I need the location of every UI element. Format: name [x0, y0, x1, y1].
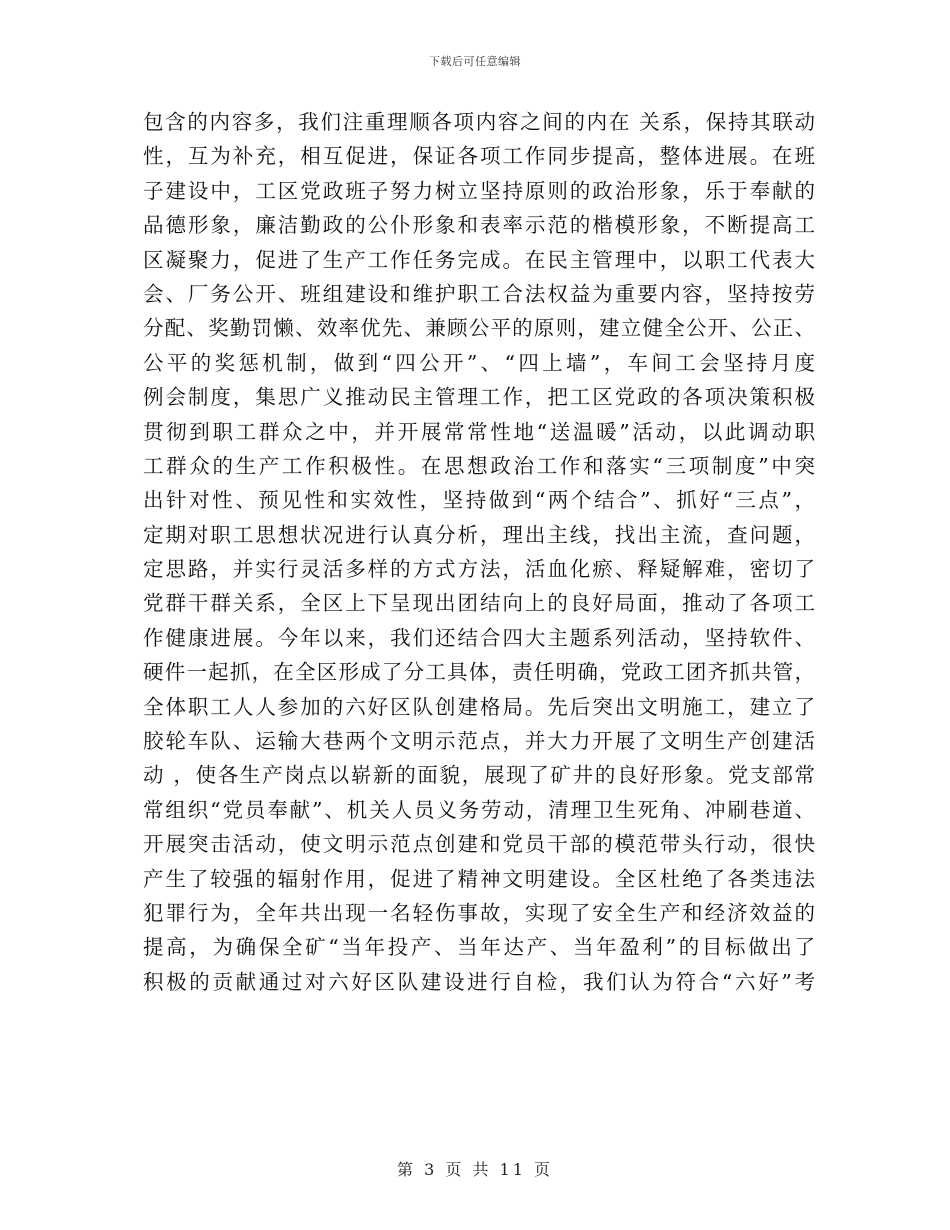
text-line-11: 工群众的生产工作积极性。在思想政治工作和落实“三项制度”中突	[143, 453, 815, 478]
text-line-13: 定期对职工思想状况进行认真分析，理出主线，找出主流，查问题，	[143, 522, 815, 547]
text-line-7: 分配、奖勤罚懒、效率优先、兼顾公平的原则，建立健全公开、公正、	[143, 316, 815, 341]
text-line-25: 提高，为确保全矿“当年投产、当年达产、当年盈利”的目标做出了	[143, 935, 815, 960]
text-line-20: 动 ，使各生产岗点以崭新的面貌，展现了矿井的良好形象。党支部常	[143, 763, 815, 788]
text-line-19: 胶轮车队、运输大巷两个文明示范点，并大力开展了文明生产创建活	[143, 729, 815, 754]
text-line-6: 会、厂务公开、班组建设和维护职工合法权益为重要内容，坚持按劳	[143, 281, 815, 306]
page-header: 下载后可任意编辑	[429, 55, 521, 68]
text-line-17: 硬件一起抓，在全区形成了分工具体，责任明确，党政工团齐抓共管，	[143, 660, 815, 685]
text-line-10: 贯彻到职工群众之中，并开展常常性地“送温暖”活动，以此调动职	[143, 419, 815, 444]
body-text	[143, 105, 815, 999]
text-line-21: 常组织“党员奉献”、机关人员义务劳动，清理卫生死角、冲刷巷道、	[143, 797, 815, 822]
text-line-22: 开展突击活动，使文明示范点创建和党员干部的模范带头行动，很快	[143, 832, 815, 857]
text-line-26: 积极的贡献通过对六好区队建设进行自检，我们认为符合“六好”考	[143, 969, 815, 994]
text-line-5: 区凝聚力，促进了生产工作任务完成。在民主管理中，以职工代表大	[143, 247, 815, 272]
text-line-16: 作健康进展。今年以来，我们还结合四大主题系列活动，坚持软件、	[143, 625, 815, 650]
text-line-12: 出针对性、预见性和实效性，坚持做到“两个结合”、抓好“三点”，	[143, 488, 815, 513]
text-line-23: 产生了较强的辐射作用，促进了精神文明建设。全区杜绝了各类违法	[143, 866, 815, 891]
text-line-18: 全体职工人人参加的六好区队创建格局。先后突出文明施工，建立了	[143, 694, 815, 719]
text-line-1: 包含的内容多，我们注重理顺各项内容之间的内在 关系，保持其联动	[143, 110, 815, 134]
text-line-3: 子建设中，工区党政班子努力树立坚持原则的政治形象，乐于奉献的	[143, 178, 815, 203]
text-line-24: 犯罪行为，全年共出现一名轻伤事故，实现了安全生产和经济效益的	[143, 900, 815, 925]
text-line-15: 党群干群关系，全区上下呈现出团结向上的良好局面，推动了各项工	[143, 591, 815, 616]
text-line-8: 公平的奖惩机制，做到“四公开”、“四上墙”，车间工会坚持月度	[143, 350, 815, 375]
text-line-2: 性，互为补充，相互促进，保证各项工作同步提高，整体进展。在班	[143, 144, 815, 169]
text-line-9: 例会制度，集思广义推动民主管理工作，把工区党政的各项决策积极	[143, 385, 815, 410]
page-footer: 第 3 页 共 11 页	[397, 1160, 553, 1179]
text-line-4: 品德形象，廉洁勤政的公仆形象和表率示范的楷模形象，不断提高工	[143, 213, 815, 238]
text-line-14: 定思路，并实行灵活多样的方式方法，活血化瘀、释疑解难，密切了	[143, 557, 815, 582]
